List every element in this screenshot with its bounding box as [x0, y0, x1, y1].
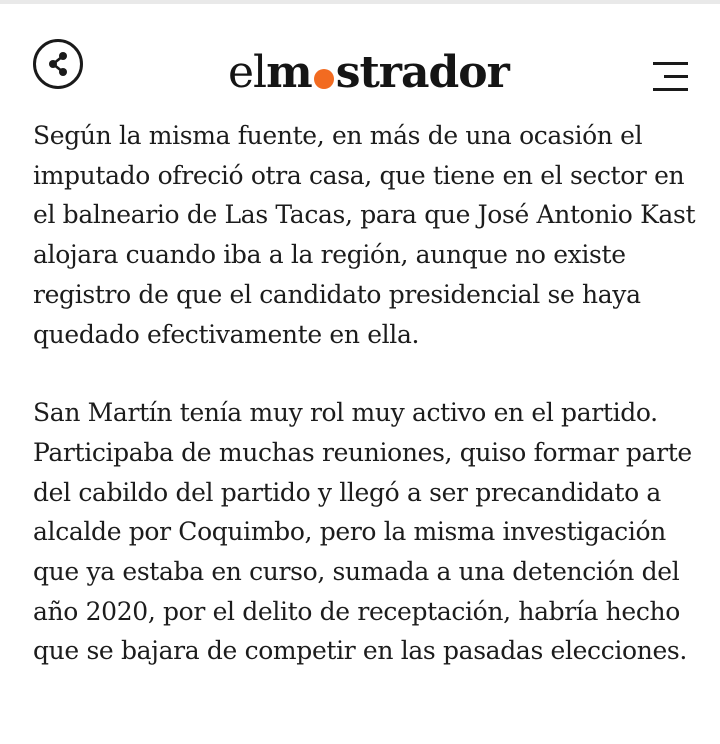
menu-button[interactable] — [653, 62, 688, 92]
share-icon — [44, 50, 72, 78]
site-logo[interactable] — [228, 48, 509, 98]
logo-text-strador: strador — [335, 47, 509, 98]
logo-dot-icon — [314, 69, 334, 89]
article-body — [33, 116, 698, 671]
hamburger-line — [664, 75, 688, 78]
site-header — [0, 4, 720, 116]
logo-text-m: m — [266, 47, 312, 98]
article-paragraph: Según la misma fuente, en más de una ocasión el imputado ofreció otra casa, que tiene en el sector en el balneario de Las Tacas, para que José Antonio Kast alojara cuando iba a la región, aunque no existe registro de que el candidato presidencial se haya quedado efectivamente en ella. — [33, 121, 696, 349]
article-paragraph: San Martín tenía muy rol muy activo en el partido. Participaba de muchas reuniones, quiso formar parte del cabildo del partido y llegó a ser precandidato a alcalde por Coquimbo, pero la misma investigación que ya estaba en curso, sumada a una detención del año 2020, por el delito de receptación, habría hecho que se bajara de competir en las pasadas elecciones. — [33, 398, 692, 666]
logo-text-el: el — [228, 47, 267, 98]
hamburger-menu-icon — [653, 62, 688, 65]
hamburger-line — [653, 88, 688, 91]
share-button[interactable] — [33, 39, 83, 89]
